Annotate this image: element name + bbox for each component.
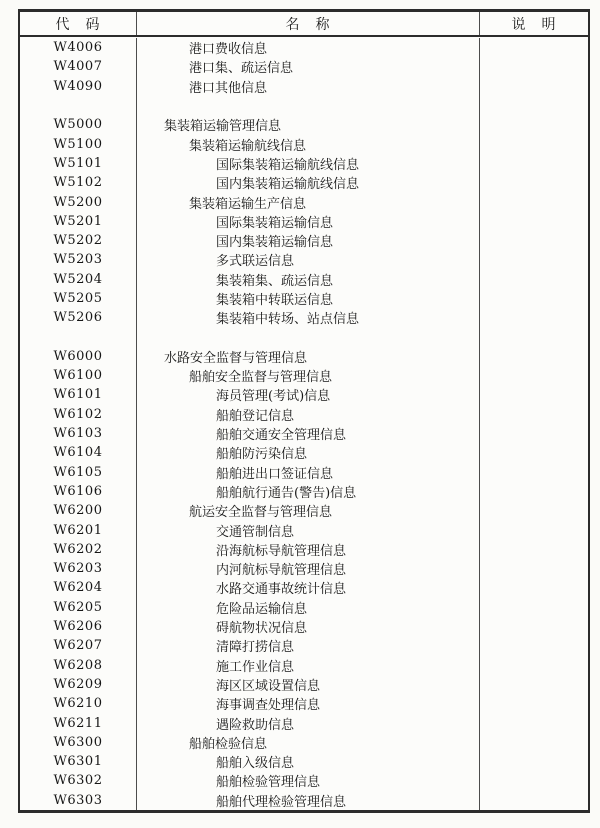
row-note (480, 463, 588, 482)
row-note (480, 173, 588, 192)
table-row (20, 559, 588, 578)
row-code: W5201 (20, 212, 137, 231)
table-row (20, 617, 588, 636)
row-name (137, 327, 480, 346)
row-name: 国际集装箱运输信息 (137, 212, 480, 231)
row-note (480, 289, 588, 308)
row-note (480, 96, 588, 115)
row-name: 内河航标导航管理信息 (137, 559, 480, 578)
code-table (18, 9, 590, 813)
table-row (20, 308, 588, 327)
table-row (20, 385, 588, 404)
row-note (480, 192, 588, 211)
row-name: 港口集、疏运信息 (137, 57, 480, 76)
row-note (480, 771, 588, 790)
row-note (480, 385, 588, 404)
row-note (480, 540, 588, 559)
row-note (480, 443, 588, 462)
table-row (20, 675, 588, 694)
row-code: W6302 (20, 771, 137, 790)
row-name: 船舶交通安全管理信息 (137, 424, 480, 443)
row-note (480, 559, 588, 578)
row-name: 多式联运信息 (137, 250, 480, 269)
row-code: W6300 (20, 733, 137, 752)
row-name: 船舶检验信息 (137, 733, 480, 752)
table-row (20, 733, 588, 752)
row-code: W4090 (20, 77, 137, 96)
row-name: 船舶入级信息 (137, 752, 480, 771)
table-row (20, 482, 588, 501)
row-code: W6208 (20, 656, 137, 675)
row-note (480, 154, 588, 173)
table-row (20, 212, 588, 231)
row-note (480, 134, 588, 153)
row-code: W6211 (20, 713, 137, 732)
row-note (480, 366, 588, 385)
row-note (480, 694, 588, 713)
row-code: W5000 (20, 115, 137, 134)
row-name: 沿海航标导航管理信息 (137, 540, 480, 559)
row-code: W6209 (20, 675, 137, 694)
header-note: 说 明 (511, 16, 557, 33)
row-note (480, 752, 588, 771)
row-code: W6102 (20, 405, 137, 424)
row-note (480, 598, 588, 617)
row-name: 船舶防污染信息 (137, 443, 480, 462)
table-row (20, 520, 588, 539)
table-row (20, 501, 588, 520)
row-name: 海区区域设置信息 (137, 675, 480, 694)
table-row (20, 231, 588, 250)
row-note (480, 327, 588, 346)
row-name: 清障打捞信息 (137, 636, 480, 655)
row-code: W6101 (20, 385, 137, 404)
row-note (480, 733, 588, 752)
row-name: 船舶航行通告(警告)信息 (137, 482, 480, 501)
row-name: 集装箱集、疏运信息 (137, 270, 480, 289)
row-name: 国际集装箱运输航线信息 (137, 154, 480, 173)
row-code: W6103 (20, 424, 137, 443)
row-name: 国内集装箱运输信息 (137, 231, 480, 250)
table-row (20, 405, 588, 424)
row-note (480, 617, 588, 636)
row-name: 船舶进出口签证信息 (137, 463, 480, 482)
row-name: 海事调查处理信息 (137, 694, 480, 713)
row-name: 船舶代理检验管理信息 (137, 791, 480, 810)
row-code: W5101 (20, 154, 137, 173)
row-note (480, 578, 588, 597)
table-row (20, 752, 588, 771)
row-note (480, 231, 588, 250)
row-code: W6200 (20, 501, 137, 520)
row-code: W6303 (20, 791, 137, 810)
table-row (20, 463, 588, 482)
row-note (480, 347, 588, 366)
row-name: 国内集装箱运输航线信息 (137, 173, 480, 192)
row-note (480, 250, 588, 269)
row-code: W6301 (20, 752, 137, 771)
row-note (480, 38, 588, 57)
row-name (137, 96, 480, 115)
table-row (20, 656, 588, 675)
row-name: 集装箱运输生产信息 (137, 192, 480, 211)
row-note (480, 405, 588, 424)
table-row (20, 540, 588, 559)
row-code: W6105 (20, 463, 137, 482)
row-code: W5206 (20, 308, 137, 327)
table-row (20, 771, 588, 790)
row-code: W5205 (20, 289, 137, 308)
table-header-row (20, 12, 588, 37)
table-row (20, 791, 588, 810)
table-row (20, 578, 588, 597)
spacer-row (20, 327, 588, 346)
row-code: W5202 (20, 231, 137, 250)
row-name: 施工作业信息 (137, 656, 480, 675)
row-name: 集装箱运输航线信息 (137, 134, 480, 153)
row-name: 水路交通事故统计信息 (137, 578, 480, 597)
row-name: 船舶登记信息 (137, 405, 480, 424)
table-row (20, 366, 588, 385)
row-note (480, 520, 588, 539)
header-name: 名 称 (137, 12, 480, 35)
row-code: W5203 (20, 250, 137, 269)
row-code: W6206 (20, 617, 137, 636)
row-name: 水路安全监督与管理信息 (137, 347, 480, 366)
row-code: W6000 (20, 347, 137, 366)
row-code: W6210 (20, 694, 137, 713)
table-row (20, 270, 588, 289)
table-row (20, 192, 588, 211)
row-code: W6100 (20, 366, 137, 385)
row-note (480, 308, 588, 327)
row-name: 集装箱中转场、站点信息 (137, 308, 480, 327)
row-note (480, 424, 588, 443)
table-row (20, 115, 588, 134)
row-code: W5102 (20, 173, 137, 192)
row-code: W6106 (20, 482, 137, 501)
row-note (480, 270, 588, 289)
spacer-row (20, 96, 588, 115)
table-row (20, 134, 588, 153)
row-name: 航运安全监督与管理信息 (137, 501, 480, 520)
row-note (480, 501, 588, 520)
row-name: 港口其他信息 (137, 77, 480, 96)
row-name: 船舶安全监督与管理信息 (137, 366, 480, 385)
table-row (20, 250, 588, 269)
row-note (480, 77, 588, 96)
header-code: 代 码 (20, 12, 137, 35)
row-code: W6201 (20, 520, 137, 539)
table-row (20, 77, 588, 96)
row-name: 集装箱运输管理信息 (137, 115, 480, 134)
row-name: 危险品运输信息 (137, 598, 480, 617)
row-code: W5204 (20, 270, 137, 289)
table-row (20, 694, 588, 713)
row-name: 交通管制信息 (137, 520, 480, 539)
row-note (480, 713, 588, 732)
row-name: 海员管理(考试)信息 (137, 385, 480, 404)
row-code: W6204 (20, 578, 137, 597)
table-row (20, 57, 588, 76)
row-code: W5200 (20, 192, 137, 211)
row-note (480, 656, 588, 675)
table-row (20, 636, 588, 655)
table-row (20, 713, 588, 732)
row-code (20, 96, 137, 115)
row-code: W6104 (20, 443, 137, 462)
row-code (20, 327, 137, 346)
row-note (480, 675, 588, 694)
row-code: W6203 (20, 559, 137, 578)
row-code: W6205 (20, 598, 137, 617)
table-row (20, 173, 588, 192)
table-body (20, 37, 588, 810)
row-note (480, 482, 588, 501)
row-name: 碍航物状况信息 (137, 617, 480, 636)
table-row (20, 154, 588, 173)
table-row (20, 289, 588, 308)
row-note (480, 115, 588, 134)
table-row (20, 598, 588, 617)
row-note (480, 57, 588, 76)
row-code: W5100 (20, 134, 137, 153)
table-row (20, 443, 588, 462)
row-code: W6207 (20, 636, 137, 655)
row-code: W4006 (20, 38, 137, 57)
row-code: W4007 (20, 57, 137, 76)
row-name: 集装箱中转联运信息 (137, 289, 480, 308)
row-name: 港口费收信息 (137, 38, 480, 57)
table-row (20, 424, 588, 443)
row-note (480, 212, 588, 231)
row-note (480, 791, 588, 810)
row-code: W6202 (20, 540, 137, 559)
row-note (480, 636, 588, 655)
row-name: 遇险救助信息 (137, 713, 480, 732)
row-name: 船舶检验管理信息 (137, 771, 480, 790)
table-row (20, 38, 588, 57)
table-row (20, 347, 588, 366)
